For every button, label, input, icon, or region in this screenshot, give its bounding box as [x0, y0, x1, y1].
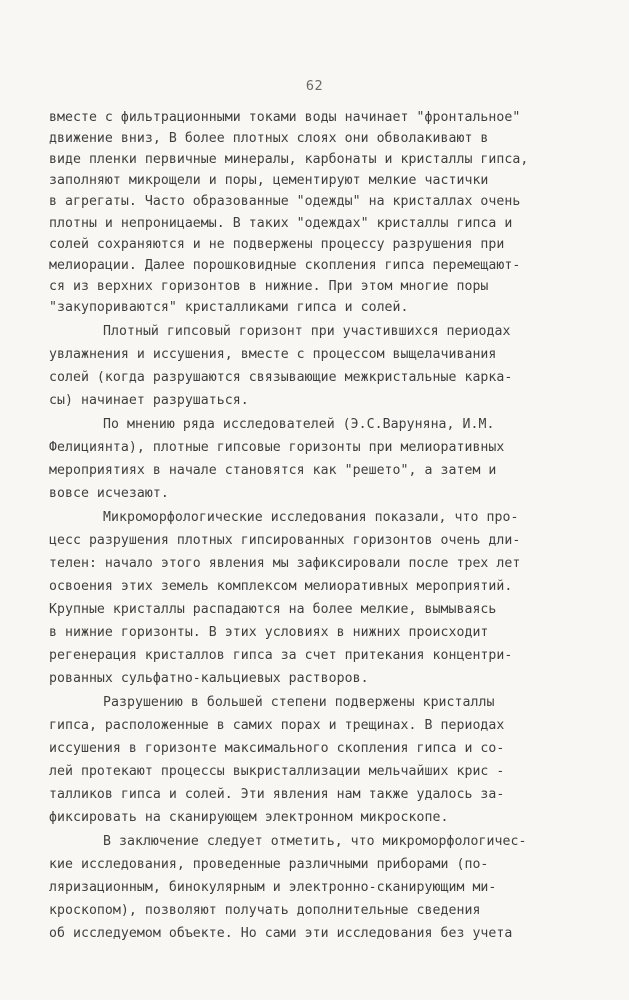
text-line: освоения этих земель комплексом мелиоративных мероприятий.: [49, 579, 513, 594]
text-line: В заключение следует отметить, что микроморфологичес-: [103, 834, 527, 849]
text-line: плотны и непроницаемы. В таких "одеждах" кристаллы гипса и: [49, 215, 513, 231]
text-line: в нижние горизонты. В этих условиях в нижних происходит: [49, 625, 489, 640]
text-line: сы) начинает разрушаться.: [49, 393, 249, 408]
text-line: фиксировать на сканирующем электронном микроскопе.: [49, 810, 449, 825]
text-line: об исследуемом объекте. Но сами эти исследования без учета: [49, 926, 513, 941]
text-line: регенерация кристаллов гипса за счет притекания концентри-: [49, 648, 513, 663]
text-line: вместе с фильтрационными токами воды начинает "фронтальное": [49, 110, 521, 125]
text-line: увлажнения и иссушения, вместе с процессом выщелачивания: [49, 347, 497, 362]
text-line: иссушения в горизонте максимального скопления гипса и со-: [49, 741, 505, 756]
text-line: цесс разрушения плотных гипсированных горизонтов очень дли-: [49, 533, 521, 548]
text-line: движение вниз, В более плотных слоях они обволакивают в: [49, 131, 489, 147]
text-line: виде пленки первичные минералы, карбонаты и кристаллы гипса,: [49, 152, 529, 168]
text-line: ляризационным, бинокулярным и электронно-сканирующим ми-: [49, 880, 497, 895]
text-line: вовсе исчезают.: [49, 486, 169, 501]
text-line: лей протекают процессы выкристаллизации мельчайших крис -: [49, 764, 505, 779]
text-line: гипса, расположенные в самих порах и трещинах. В периодах: [49, 718, 505, 733]
text-line: солей сохраняются и не подвержены процессу разрушения при: [49, 236, 505, 252]
text-line: рованных сульфатно-кальциевых растворов.: [49, 671, 369, 686]
text-line: ся из верхних горизонтов в нижние. При этом многие поры: [49, 278, 489, 294]
text-line: заполняют микрощели и поры, цементируют мелкие частички: [49, 173, 489, 189]
text-line: мероприятиях в начале становятся как "решето", а затем и: [49, 463, 497, 478]
text-line: "закупориваются" кристалликами гипса и солей.: [49, 299, 409, 315]
text-line: Фелициянта), плотные гипсовые горизонты при мелиоративных: [49, 440, 505, 455]
page-number: 62: [305, 78, 324, 94]
text-line: кроскопом), позволяют получать дополнительные сведения: [49, 903, 481, 918]
text-line: мелиорации. Далее порошковидные скопления гипса перемещают-: [49, 257, 521, 273]
text-line: телен: начало этого явления мы зафиксировали после трех лет: [49, 556, 521, 571]
text-line: Крупные кристаллы распадаются на более мелкие, вымываясь: [49, 602, 497, 617]
text-line: солей (когда разрушаются связывающие межкристальные карка-: [49, 370, 513, 385]
text-line: Разрушению в большей степени подвержены кристаллы: [103, 695, 495, 710]
text-line: кие исследования, проведенные различными приборами (по-: [49, 857, 489, 872]
text-line: в агрегаты. Часто образованные "одежды" на кристаллах очень: [49, 194, 521, 210]
text-line: талликов гипса и солей. Эти явления нам также удалось за-: [49, 787, 505, 802]
text-line: Микроморфологические исследования показали, что про-: [103, 510, 519, 525]
text-line: Плотный гипсовый горизонт при участившихся периодах: [103, 324, 511, 339]
text-line: По мнению ряда исследователей (Э.С.Варуняна, И.М.: [103, 417, 495, 432]
